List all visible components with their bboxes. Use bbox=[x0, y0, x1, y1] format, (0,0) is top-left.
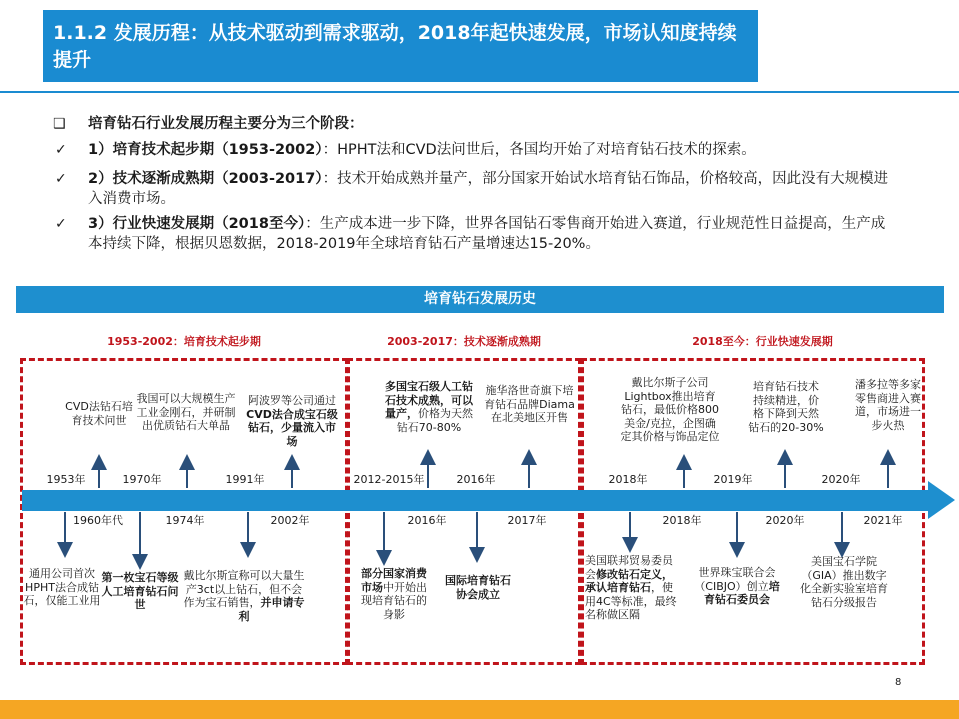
timeline-arrowhead bbox=[928, 481, 955, 519]
year-label: 2018年 bbox=[662, 514, 702, 527]
year-label: 2021年 bbox=[863, 514, 903, 527]
check-icon: ✓ bbox=[55, 142, 67, 158]
note-first-gem: 第一枚宝石等级人工培育钻石问世 bbox=[101, 571, 179, 611]
square-bullet-icon: ❑ bbox=[53, 116, 66, 132]
note-swarovski: 施华洛世奇旗下培育钻石品牌Diama在北美地区开售 bbox=[484, 384, 575, 424]
timeline-title: 培育钻石发展历史 bbox=[424, 291, 536, 307]
page-title: 1.1.2 发展历程：从技术驱动到需求驱动，2018年起快速发展，市场认知度持续提升 bbox=[53, 22, 737, 71]
note-pandora: 潘多拉等多家零售商进入赛道，市场进一步火热 bbox=[855, 378, 921, 432]
stage-1: 1）培育技术起步期（1953-2002）：HPHT法和CVD法问世后，各国均开始了对培育钻石技术的探索。 bbox=[88, 142, 756, 158]
note-china-diamond: 我国可以大规模生产工业金刚石，并研制出优质钻石大单晶 bbox=[136, 392, 236, 432]
note-debeers-patent: 戴比尔斯宣称可以大量生产3ct以上钻石，但不会作为宝石销售，并申请专利 bbox=[183, 569, 305, 623]
note-mass-production: 多国宝石级人工钻石技术成熟，可以量产，价格为天然钻石70-80% bbox=[385, 380, 473, 434]
timeline-axis bbox=[22, 490, 928, 511]
year-label: 2016年 bbox=[456, 473, 496, 486]
year-label: 2018年 bbox=[608, 473, 648, 486]
note-gia: 美国宝石学院（GIA）推出数字化全新实验室培育钻石分级报告 bbox=[800, 555, 888, 609]
intro-text: 培育钻石行业发展历程主要分为三个阶段： bbox=[88, 116, 364, 132]
year-label: 2002年 bbox=[270, 514, 310, 527]
year-label: 2020年 bbox=[765, 514, 805, 527]
note-tech-advance: 培育钻石技术持续精进，价格下降到天然钻石的20-30% bbox=[748, 380, 824, 434]
period-label-3: 2018至今：行业快速发展期 bbox=[692, 335, 833, 348]
note-ftc: 美国联邦贸易委员会修改钻石定义，承认培育钻石，使用4C等标准，最终名称做区隔 bbox=[585, 554, 677, 621]
year-label: 1974年 bbox=[165, 514, 205, 527]
year-label: 1991年 bbox=[225, 473, 265, 486]
year-label: 2017年 bbox=[507, 514, 547, 527]
note-consumer-market: 部分国家消费市场中开始出现培育钻石的身影 bbox=[361, 567, 427, 621]
year-label: 1953年 bbox=[46, 473, 86, 486]
note-apollo: 阿波罗等公司通过CVD法合成宝石级钻石，少量流入市场 bbox=[246, 394, 338, 448]
year-label: 2012-2015年 bbox=[353, 473, 425, 486]
year-label: 2020年 bbox=[821, 473, 861, 486]
year-label: 2016年 bbox=[407, 514, 447, 527]
check-icon: ✓ bbox=[55, 171, 67, 187]
note-igda: 国际培育钻石协会成立 bbox=[445, 574, 511, 601]
note-lightbox: 戴比尔斯子公司Lightbox推出培育钻石，最低价格800美金/克拉，企图确定其价格与饰品定位 bbox=[620, 376, 720, 443]
stage-3: 3）行业快速发展期（2018至今）：生产成本进一步下降，世界各国钻石零售商开始进入赛道，行业规范性日益提高，生产成本持续下降，根据贝恩数据，2018-2019年全球培育钻石产量增速达15-20%。 bbox=[88, 216, 886, 252]
year-label: 2019年 bbox=[713, 473, 753, 486]
year-label: 1970年 bbox=[122, 473, 162, 486]
year-label: 1960年代 bbox=[73, 514, 123, 527]
note-cvd: CVD法钻石培育技术问世 bbox=[65, 400, 133, 427]
note-cibjo: 世界珠宝联合会（CIBJO）创立培育钻石委员会 bbox=[694, 566, 780, 606]
footer-bar bbox=[0, 700, 959, 719]
check-icon: ✓ bbox=[55, 216, 67, 232]
page-number: 8 bbox=[895, 677, 902, 688]
stage-2: 2）技术逐渐成熟期（2003-2017）：技术开始成熟并量产，部分国家开始试水培育钻石饰品，价格较高，因此没有大规模进入消费市场。 bbox=[88, 171, 889, 207]
period-label-2: 2003-2017：技术逐渐成熟期 bbox=[387, 335, 541, 348]
period-label-1: 1953-2002：培育技术起步期 bbox=[107, 335, 261, 348]
note-hpht: 通用公司首次HPHT法合成钻石，仅能工业用 bbox=[23, 567, 101, 607]
